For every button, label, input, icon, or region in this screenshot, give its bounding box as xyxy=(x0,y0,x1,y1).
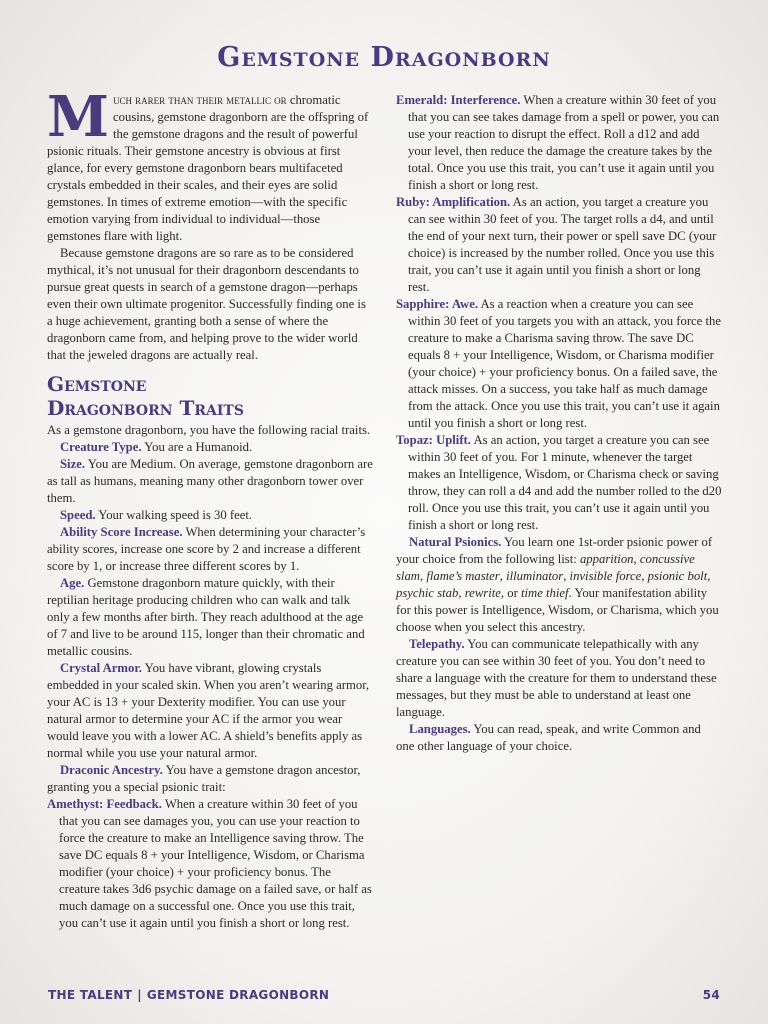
page-title: Gemstone Dragonborn xyxy=(217,42,551,73)
list-separator: , xyxy=(633,552,640,566)
list-separator: , xyxy=(499,569,507,583)
power-name: apparition xyxy=(579,552,634,566)
trait-text: You can read, speak, and write Common and one other language of your choice. xyxy=(396,722,701,753)
ancestry-lead: Amethyst: Feedback. xyxy=(47,797,162,811)
trait-text: When determining your character’s ability scores, increase one score by 2 and increase a different score by 1, or increase three different scores by 1. xyxy=(47,525,366,573)
intro-paragraph-2: Because gemstone dragons are so rare as to be considered mythical, it’s not unusual for their dragonborn descendants to pursue great quests in search of a gemstone dragon—perhaps even their own ultimate progenitor. Successfully finding one is a huge achievement, granting both a sense of where the dragonborn came from, and helping prove to the wider world that the jeweled dragons are actually real. xyxy=(47,246,366,362)
trait-creature-type xyxy=(47,439,373,456)
trait-lead: Crystal Armor. xyxy=(60,661,142,675)
list-separator: , xyxy=(458,586,465,600)
trait-text: You are Medium. On average, gemstone dragonborn are as tall as humans, meaning many other dragonborn tower over them. xyxy=(47,457,373,505)
power-name: flame’s master xyxy=(426,569,500,583)
trait-text: You have vibrant, glowing crystals embedded in your scaled skin. When you aren’t wearing armor, your AC is 13 + your Dexterity modifier. You can use your natural armor to determine your AC if the armor you wear would leave you with a lower AC. A shield’s benefits apply as normal while you use your natural armor. xyxy=(47,661,370,760)
list-separator: , xyxy=(419,569,427,583)
power-name: rewrite xyxy=(464,586,501,600)
ancestry-emerald xyxy=(396,92,722,194)
trait-draconic-ancestry xyxy=(47,762,373,796)
trait-languages xyxy=(396,721,722,755)
trait-text: Your walking speed is 30 feet. xyxy=(95,508,253,522)
traits-heading xyxy=(47,372,373,420)
ancestry-text: When a creature within 30 feet of you that you can see takes damage from a spell or power, you can use your reaction to disrupt the effect. Roll a d12 and add your level, then reduce the damage the creature takes by the total. Once you use this trait, you can’t use it again until you finish a short or long rest. xyxy=(408,93,720,192)
trait-text: . Your manifestation ability for this power is Intelligence, Wisdom, or Charisma, which you choose when you select this ancestry. xyxy=(396,586,719,634)
trait-ability-score xyxy=(47,524,373,575)
ancestry-ruby xyxy=(396,194,722,296)
trait-lead: Ability Score Increase. xyxy=(60,525,183,539)
power-name: time thief xyxy=(521,586,569,600)
trait-lead: Languages. xyxy=(409,722,471,736)
list-separator: , or xyxy=(500,586,521,600)
traits-heading-line2: Dragonborn Traits xyxy=(47,396,244,420)
ancestry-text: As a reaction when a creature you can see within 30 feet of you targets you with an attack, you force the creature to make a Charisma saving throw. The save DC equals 8 + your Intelligence, Wisdom, or Charisma modifier (your choice) + your proficiency bonus. On a failed save, the attack misses. On a success, you take half as much damage from the attack. Once you use this trait, you can’t use it again until you finish a short or long rest. xyxy=(408,297,721,430)
list-separator: , xyxy=(563,569,570,583)
trait-natural-psionics xyxy=(396,534,722,636)
trait-crystal-armor xyxy=(47,660,373,762)
ancestry-lead: Sapphire: Awe. xyxy=(396,297,479,311)
trait-lead: Creature Type. xyxy=(60,440,142,454)
intro-smallcaps: uch rarer than their metallic or xyxy=(113,93,287,107)
trait-speed xyxy=(47,507,373,524)
ancestry-topaz xyxy=(396,432,722,534)
page-number: 54 xyxy=(702,988,720,1002)
ancestry-text: As an action, you target a creature you can see within 30 feet of you. The target rolls a d4, and until the end of your next turn, their power or spell save DC (your choice) is increased by the number rolled. Once you use this trait, you can’t use it again until you finish a short or long rest. xyxy=(408,195,717,294)
drop-cap: M xyxy=(47,84,109,150)
list-separator: , xyxy=(641,569,648,583)
power-name: invisible force xyxy=(569,569,642,583)
ancestry-sapphire xyxy=(396,296,722,432)
right-column xyxy=(396,92,722,755)
trait-lead: Size. xyxy=(60,457,86,471)
footer-chapter: GEMSTONE DRAGONBORN xyxy=(146,988,330,1002)
ancestry-lead: Ruby: Amplification. xyxy=(396,195,511,209)
ancestry-text: As an action, you target a creature you can see within 30 feet of you. For 1 minute, whenever the target makes an Intelligence, Wisdom, or Charisma check or saving throw, they can roll a d4 and add the number rolled to the d20 roll. Once you use this trait, you can’t use it again until you finish a short or long rest. xyxy=(408,433,722,532)
trait-text: You have a gemstone dragon ancestor, granting you a special psionic trait: xyxy=(47,763,361,794)
trait-lead: Speed. xyxy=(60,508,96,522)
trait-lead: Age. xyxy=(60,576,85,590)
intro-text: chromatic cousins, gemstone dragonborn are the offspring of the gemstone dragons and the result of powerful psionic rituals. Their gemstone ancestry is obvious at first glance, for every gemstone dragonborn bears multifaceted crystals embedded in their scales, and their eyes are solid gemstones. In times of extreme emotion—with the specific emotion varying from individual to individual—those gemstones flare with light. xyxy=(47,93,369,243)
trait-text: You learn one 1st-order psionic power of your choice from the following list: xyxy=(396,535,713,566)
trait-age xyxy=(47,575,373,660)
traits-intro: As a gemstone dragonborn, you have the following racial traits. xyxy=(47,423,371,437)
power-name: psychic stab xyxy=(396,586,459,600)
traits-heading-line1: Gemstone xyxy=(47,372,147,396)
trait-lead: Telepathy. xyxy=(409,637,465,651)
trait-lead: Draconic Ancestry. xyxy=(60,763,163,777)
trait-text: You are a Humanoid. xyxy=(141,440,253,454)
page-footer xyxy=(48,988,720,1004)
trait-size xyxy=(47,456,373,507)
ancestry-amethyst xyxy=(47,796,373,932)
trait-text: You can communicate telepathically with any creature you can see within 30 feet of you. You don’t need to share a language with the creature for them to understand these messages, but they must be able to understand at least one language. xyxy=(396,637,717,719)
trait-telepathy xyxy=(396,636,722,721)
ancestry-lead: Topaz: Uplift. xyxy=(396,433,471,447)
footer-book-title: THE TALENT xyxy=(48,988,133,1002)
power-name: psionic bolt xyxy=(647,569,708,583)
power-name: illuminator xyxy=(506,569,564,583)
ancestry-lead: Emerald: Interference. xyxy=(396,93,521,107)
intro-paragraph xyxy=(47,84,373,245)
footer-separator: | xyxy=(137,988,142,1002)
left-column xyxy=(47,84,373,932)
trait-text: Gemstone dragonborn mature quickly, with their reptilian heritage producing children who can walk and talk only a few months after birth. They reach adulthood at the age of 7 and live to be around 115, longer than their chromatic and metallic cousins. xyxy=(47,576,365,658)
power-name: concussive slam xyxy=(396,552,695,583)
list-separator: , xyxy=(707,569,711,583)
trait-lead: Natural Psionics. xyxy=(409,535,502,549)
ancestry-text: When a creature within 30 feet of you that you can see damages you, you can use your reaction to force the creature to make an Intelligence saving throw. The save DC equals 8 + your Intelligence, Wisdom, or Charisma modifier (your choice) + your proficiency bonus. The creature takes 3d6 psychic damage on a failed save, or half as much damage on a successful one. Once you use this trait, you can’t use it again until you finish a short or long rest. xyxy=(59,797,372,930)
